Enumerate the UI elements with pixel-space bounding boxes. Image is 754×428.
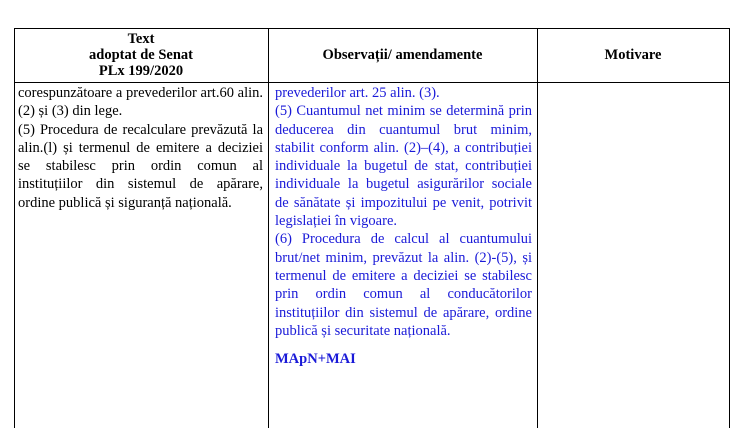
- table-right-border: [729, 28, 730, 428]
- col1-right-border: [268, 28, 269, 428]
- col2-right-border: [537, 28, 538, 428]
- header-text-adopted: [14, 28, 268, 82]
- col1-paragraph: corespunzătoare a prevederilor art.60 alin.(2) și (3) din lege.: [18, 85, 263, 120]
- col2-paragraph: (6) Procedura de calcul al cuantumului brut/net minim, prevăzut la alin. (2)-(5), și termenul de emitere a deciziei se stabilesc prin ordin comun al conducătorilor instituțiilor din sistemul de apărare, ordine publică și securitate națională.: [275, 231, 532, 339]
- header-col3-label: Motivare: [604, 47, 662, 63]
- col2-paragraph: prevederilor art. 25 alin. (3).: [275, 85, 440, 101]
- header-col1-line1: Text: [127, 31, 155, 47]
- header-col1-line3: PLx 199/2020: [98, 63, 184, 79]
- header-observations: [268, 28, 537, 82]
- header-col2-label: Observații/ amendamente: [322, 47, 483, 63]
- header-bottom-border: [14, 82, 730, 83]
- header-col1-line2: adoptat de Senat: [89, 47, 193, 63]
- header-motivation: [537, 28, 729, 82]
- table-left-border: [14, 28, 15, 428]
- col1-senate-text: [18, 84, 263, 212]
- col2-paragraph: (5) Cuantumul net minim se determină prin deducerea din cuantumul brut minim, stabilit conform alin. (2)–(4), a contribuției individuale la bugetul de stat, contribuției individuale la bugetul asigurărilor sociale de sănătate și impozitului pe venit, potrivit legislației în vigoare.: [275, 103, 532, 230]
- col2-author-tag: MApN+MAI: [275, 351, 356, 368]
- col1-paragraph: (5) Procedura de recalculare prevăzută la alin.(l) și termenul de emitere a deciziei se stabilesc prin ordin comun al instituțiilor din sistemul de apărare, ordine publică și siguranță națională.: [18, 121, 263, 211]
- col2-amendments-text: [275, 84, 532, 368]
